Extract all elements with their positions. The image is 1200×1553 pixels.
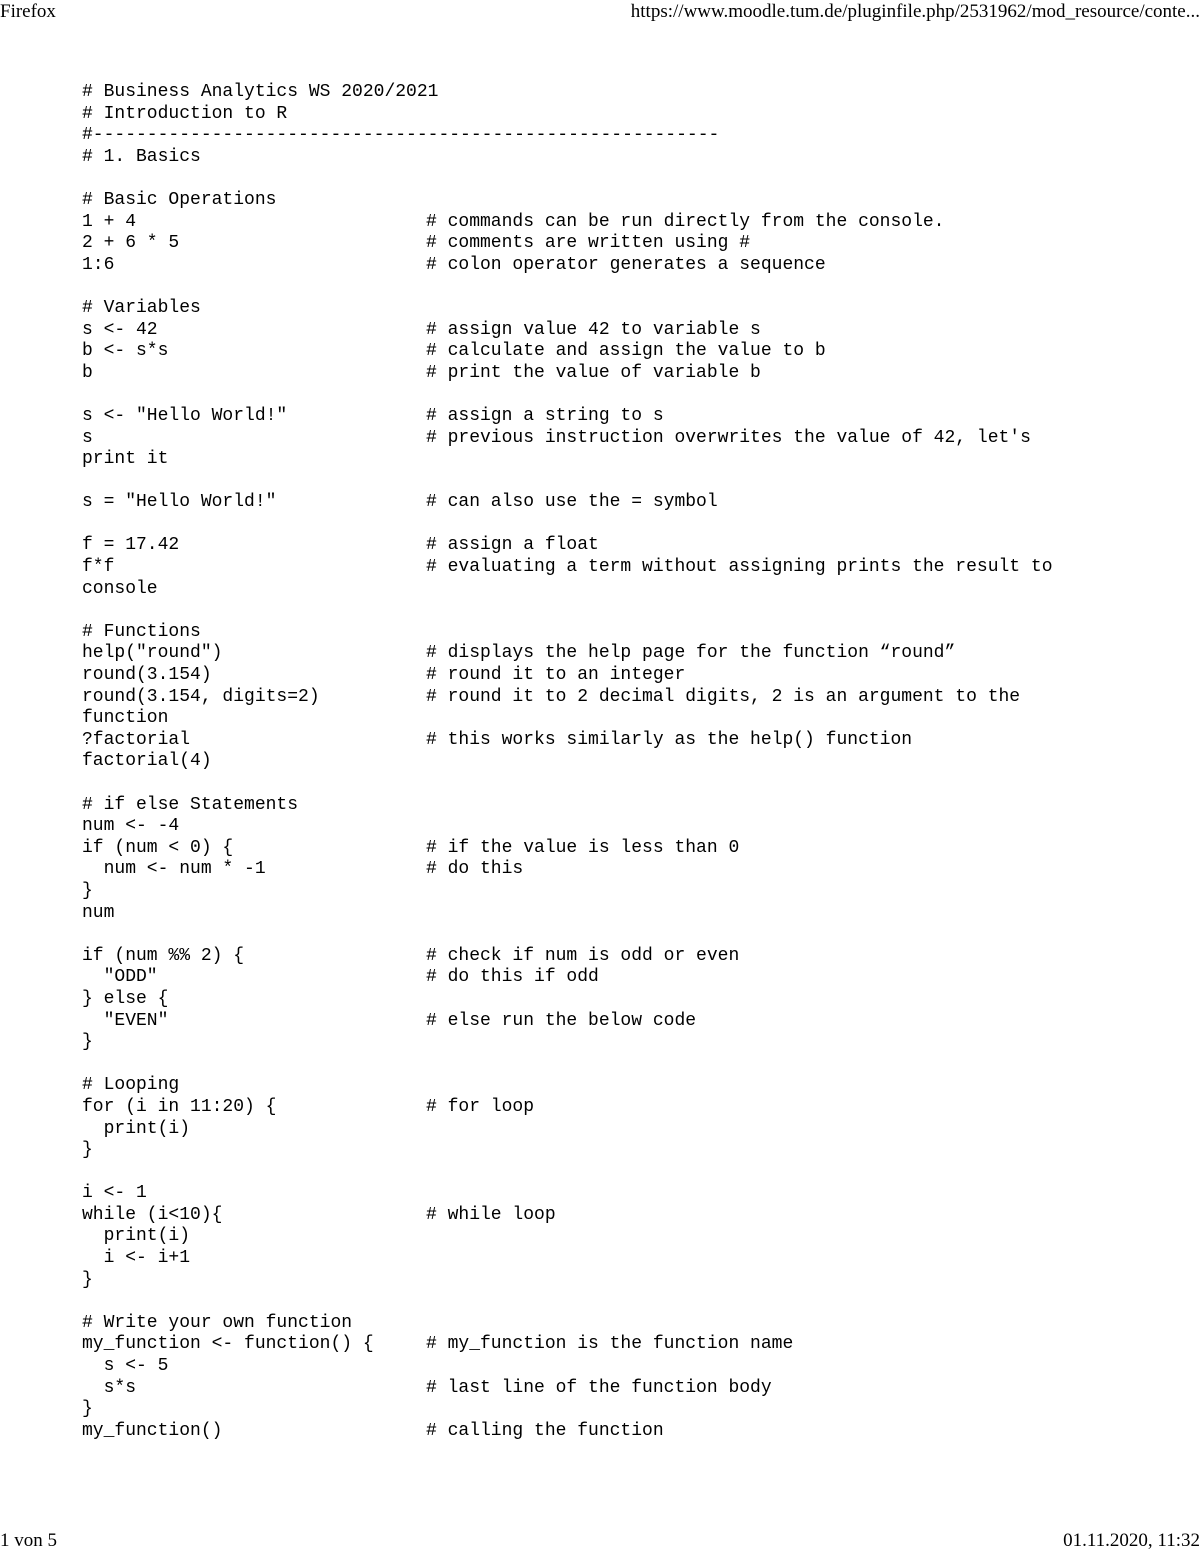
code-comment: # else run the below code: [426, 1010, 697, 1031]
code-listing: [82, 82, 1192, 1442]
code-text: console: [82, 578, 158, 599]
page-url[interactable]: https://www.moodle.tum.de/pluginfile.php/2531962/mod_resource/conte...: [630, 1, 1200, 22]
code-line: [82, 1075, 1192, 1097]
code-text: 2 + 6 * 5: [82, 233, 180, 254]
code-text: for (i in 11:20) {: [82, 1096, 277, 1117]
code-text: while (i<10){: [82, 1204, 223, 1225]
code-text: help("round"): [82, 643, 223, 664]
code-text: s <- 42: [82, 319, 158, 340]
code-text: s = "Hello World!": [82, 492, 277, 513]
code-line: [82, 751, 1192, 773]
code-line: [82, 1205, 1192, 1227]
code-line: [82, 125, 1192, 147]
code-text: print(i): [82, 1226, 191, 1247]
code-comment: # do this if odd: [426, 967, 599, 988]
code-line: [82, 233, 1192, 255]
code-line: [82, 1334, 1192, 1356]
code-line: [82, 363, 1192, 385]
code-line: [82, 1140, 1192, 1162]
code-text: 1 + 4: [82, 211, 137, 232]
code-text: # Business Analytics WS 2020/2021: [82, 82, 439, 102]
browser-name: Firefox: [0, 1, 56, 22]
code-line: [82, 1097, 1192, 1119]
code-line: [82, 341, 1192, 363]
code-comment: # round it to 2 decimal digits, 2 is an argument to the: [426, 686, 1021, 707]
code-line: [82, 428, 1192, 450]
code-line: [82, 190, 1192, 212]
code-text: # 1. Basics: [82, 146, 201, 167]
code-line: [82, 212, 1192, 234]
code-text: print(i): [82, 1118, 191, 1139]
code-text: num <- -4: [82, 816, 180, 837]
blank-line: [82, 384, 1192, 406]
code-text: "ODD": [82, 967, 158, 988]
code-line: [82, 665, 1192, 687]
code-comment: # if the value is less than 0: [426, 837, 740, 858]
code-comment: # assign value 42 to variable s: [426, 319, 761, 340]
code-text: if (num %% 2) {: [82, 945, 245, 966]
code-text: s*s: [82, 1377, 137, 1398]
code-text: }: [82, 1140, 93, 1161]
code-text: num <- num * -1: [82, 859, 266, 880]
code-text: if (num < 0) {: [82, 837, 234, 858]
code-text: }: [82, 1399, 93, 1420]
code-line: [82, 1421, 1192, 1443]
code-text: i <- i+1: [82, 1248, 191, 1269]
code-line: [82, 449, 1192, 471]
code-text: # Looping: [82, 1075, 180, 1096]
blank-line: [82, 1291, 1192, 1313]
code-text: factorial(4): [82, 751, 212, 772]
code-text: 1:6: [82, 254, 115, 275]
code-line: [82, 989, 1192, 1011]
code-line: [82, 795, 1192, 817]
code-text: }: [82, 1032, 93, 1053]
code-line: [82, 1356, 1192, 1378]
code-text: "EVEN": [82, 1010, 169, 1031]
code-text: round(3.154, digits=2): [82, 686, 320, 707]
code-line: [82, 1011, 1192, 1033]
code-line: [82, 579, 1192, 601]
code-text: b <- s*s: [82, 341, 169, 362]
code-line: [82, 1270, 1192, 1292]
code-text: # if else Statements: [82, 794, 299, 815]
code-comment: # displays the help page for the function “round”: [426, 643, 956, 664]
code-text: s <- 5: [82, 1356, 169, 1377]
code-line: [82, 1248, 1192, 1270]
code-line: [82, 687, 1192, 709]
print-datetime: 01.11.2020, 11:32: [1063, 1530, 1200, 1551]
blank-line: [82, 773, 1192, 795]
blank-line: [82, 1162, 1192, 1184]
code-line: [82, 730, 1192, 752]
blank-line: [82, 600, 1192, 622]
code-text: # Basic Operations: [82, 189, 277, 210]
code-text: ?factorial: [82, 729, 191, 750]
code-line: [82, 406, 1192, 428]
blank-line: [82, 168, 1192, 190]
code-line: [82, 1399, 1192, 1421]
code-text: s: [82, 427, 93, 448]
code-text: my_function <- function() {: [82, 1334, 374, 1355]
code-line: [82, 82, 1192, 104]
code-text: i <- 1: [82, 1183, 147, 1204]
page-number: 1 von 5: [0, 1530, 57, 1551]
code-comment: # do this: [426, 859, 524, 880]
code-line: [82, 708, 1192, 730]
code-line: [82, 557, 1192, 579]
code-line: [82, 104, 1192, 126]
code-line: [82, 1183, 1192, 1205]
code-line: [82, 1313, 1192, 1335]
code-text: # Functions: [82, 621, 201, 642]
code-line: [82, 298, 1192, 320]
code-comment: # comments are written using #: [426, 233, 751, 254]
code-line: [82, 1226, 1192, 1248]
code-text: f*f: [82, 557, 115, 578]
blank-line: [82, 276, 1192, 298]
code-comment: # assign a string to s: [426, 405, 664, 426]
code-text: round(3.154): [82, 665, 212, 686]
code-comment: # check if num is odd or even: [426, 945, 740, 966]
code-text: #----------------------------------------------------------: [82, 125, 720, 146]
code-line: [82, 903, 1192, 925]
code-comment: # print the value of variable b: [426, 362, 761, 383]
code-line: [82, 492, 1192, 514]
code-line: [82, 320, 1192, 342]
code-comment: # calling the function: [426, 1420, 664, 1441]
code-line: [82, 1119, 1192, 1141]
code-line: [82, 1378, 1192, 1400]
code-line: [82, 1032, 1192, 1054]
code-comment: # this works similarly as the help() function: [426, 729, 913, 750]
code-line: [82, 147, 1192, 169]
code-text: } else {: [82, 988, 169, 1009]
code-line: [82, 838, 1192, 860]
code-comment: # while loop: [426, 1204, 556, 1225]
code-text: f = 17.42: [82, 535, 180, 556]
code-comment: # for loop: [426, 1096, 535, 1117]
code-line: [82, 535, 1192, 557]
code-text: }: [82, 1269, 93, 1290]
code-comment: # evaluating a term without assigning prints the result to: [426, 557, 1053, 578]
code-text: b: [82, 362, 93, 383]
code-text: # Variables: [82, 297, 201, 318]
code-line: [82, 946, 1192, 968]
code-line: [82, 622, 1192, 644]
blank-line: [82, 1054, 1192, 1076]
code-text: function: [82, 708, 169, 729]
code-text: print it: [82, 449, 169, 470]
code-comment: # calculate and assign the value to b: [426, 341, 826, 362]
code-line: [82, 643, 1192, 665]
code-line: [82, 967, 1192, 989]
code-comment: # round it to an integer: [426, 665, 686, 686]
code-text: my_function(): [82, 1420, 223, 1441]
code-text: s <- "Hello World!": [82, 405, 288, 426]
code-comment: # last line of the function body: [426, 1377, 772, 1398]
code-line: [82, 255, 1192, 277]
code-comment: # commands can be run directly from the console.: [426, 211, 945, 232]
code-line: [82, 816, 1192, 838]
code-comment: # colon operator generates a sequence: [426, 254, 826, 275]
code-text: }: [82, 880, 93, 901]
code-text: # Write your own function: [82, 1312, 353, 1333]
blank-line: [82, 924, 1192, 946]
code-comment: # previous instruction overwrites the value of 42, let's: [426, 427, 1031, 448]
code-comment: # can also use the = symbol: [426, 492, 718, 513]
code-line: [82, 859, 1192, 881]
code-text: num: [82, 902, 115, 923]
blank-line: [82, 471, 1192, 493]
code-comment: # my_function is the function name: [426, 1334, 794, 1355]
code-text: # Introduction to R: [82, 103, 288, 124]
code-line: [82, 881, 1192, 903]
blank-line: [82, 514, 1192, 536]
code-comment: # assign a float: [426, 535, 599, 556]
